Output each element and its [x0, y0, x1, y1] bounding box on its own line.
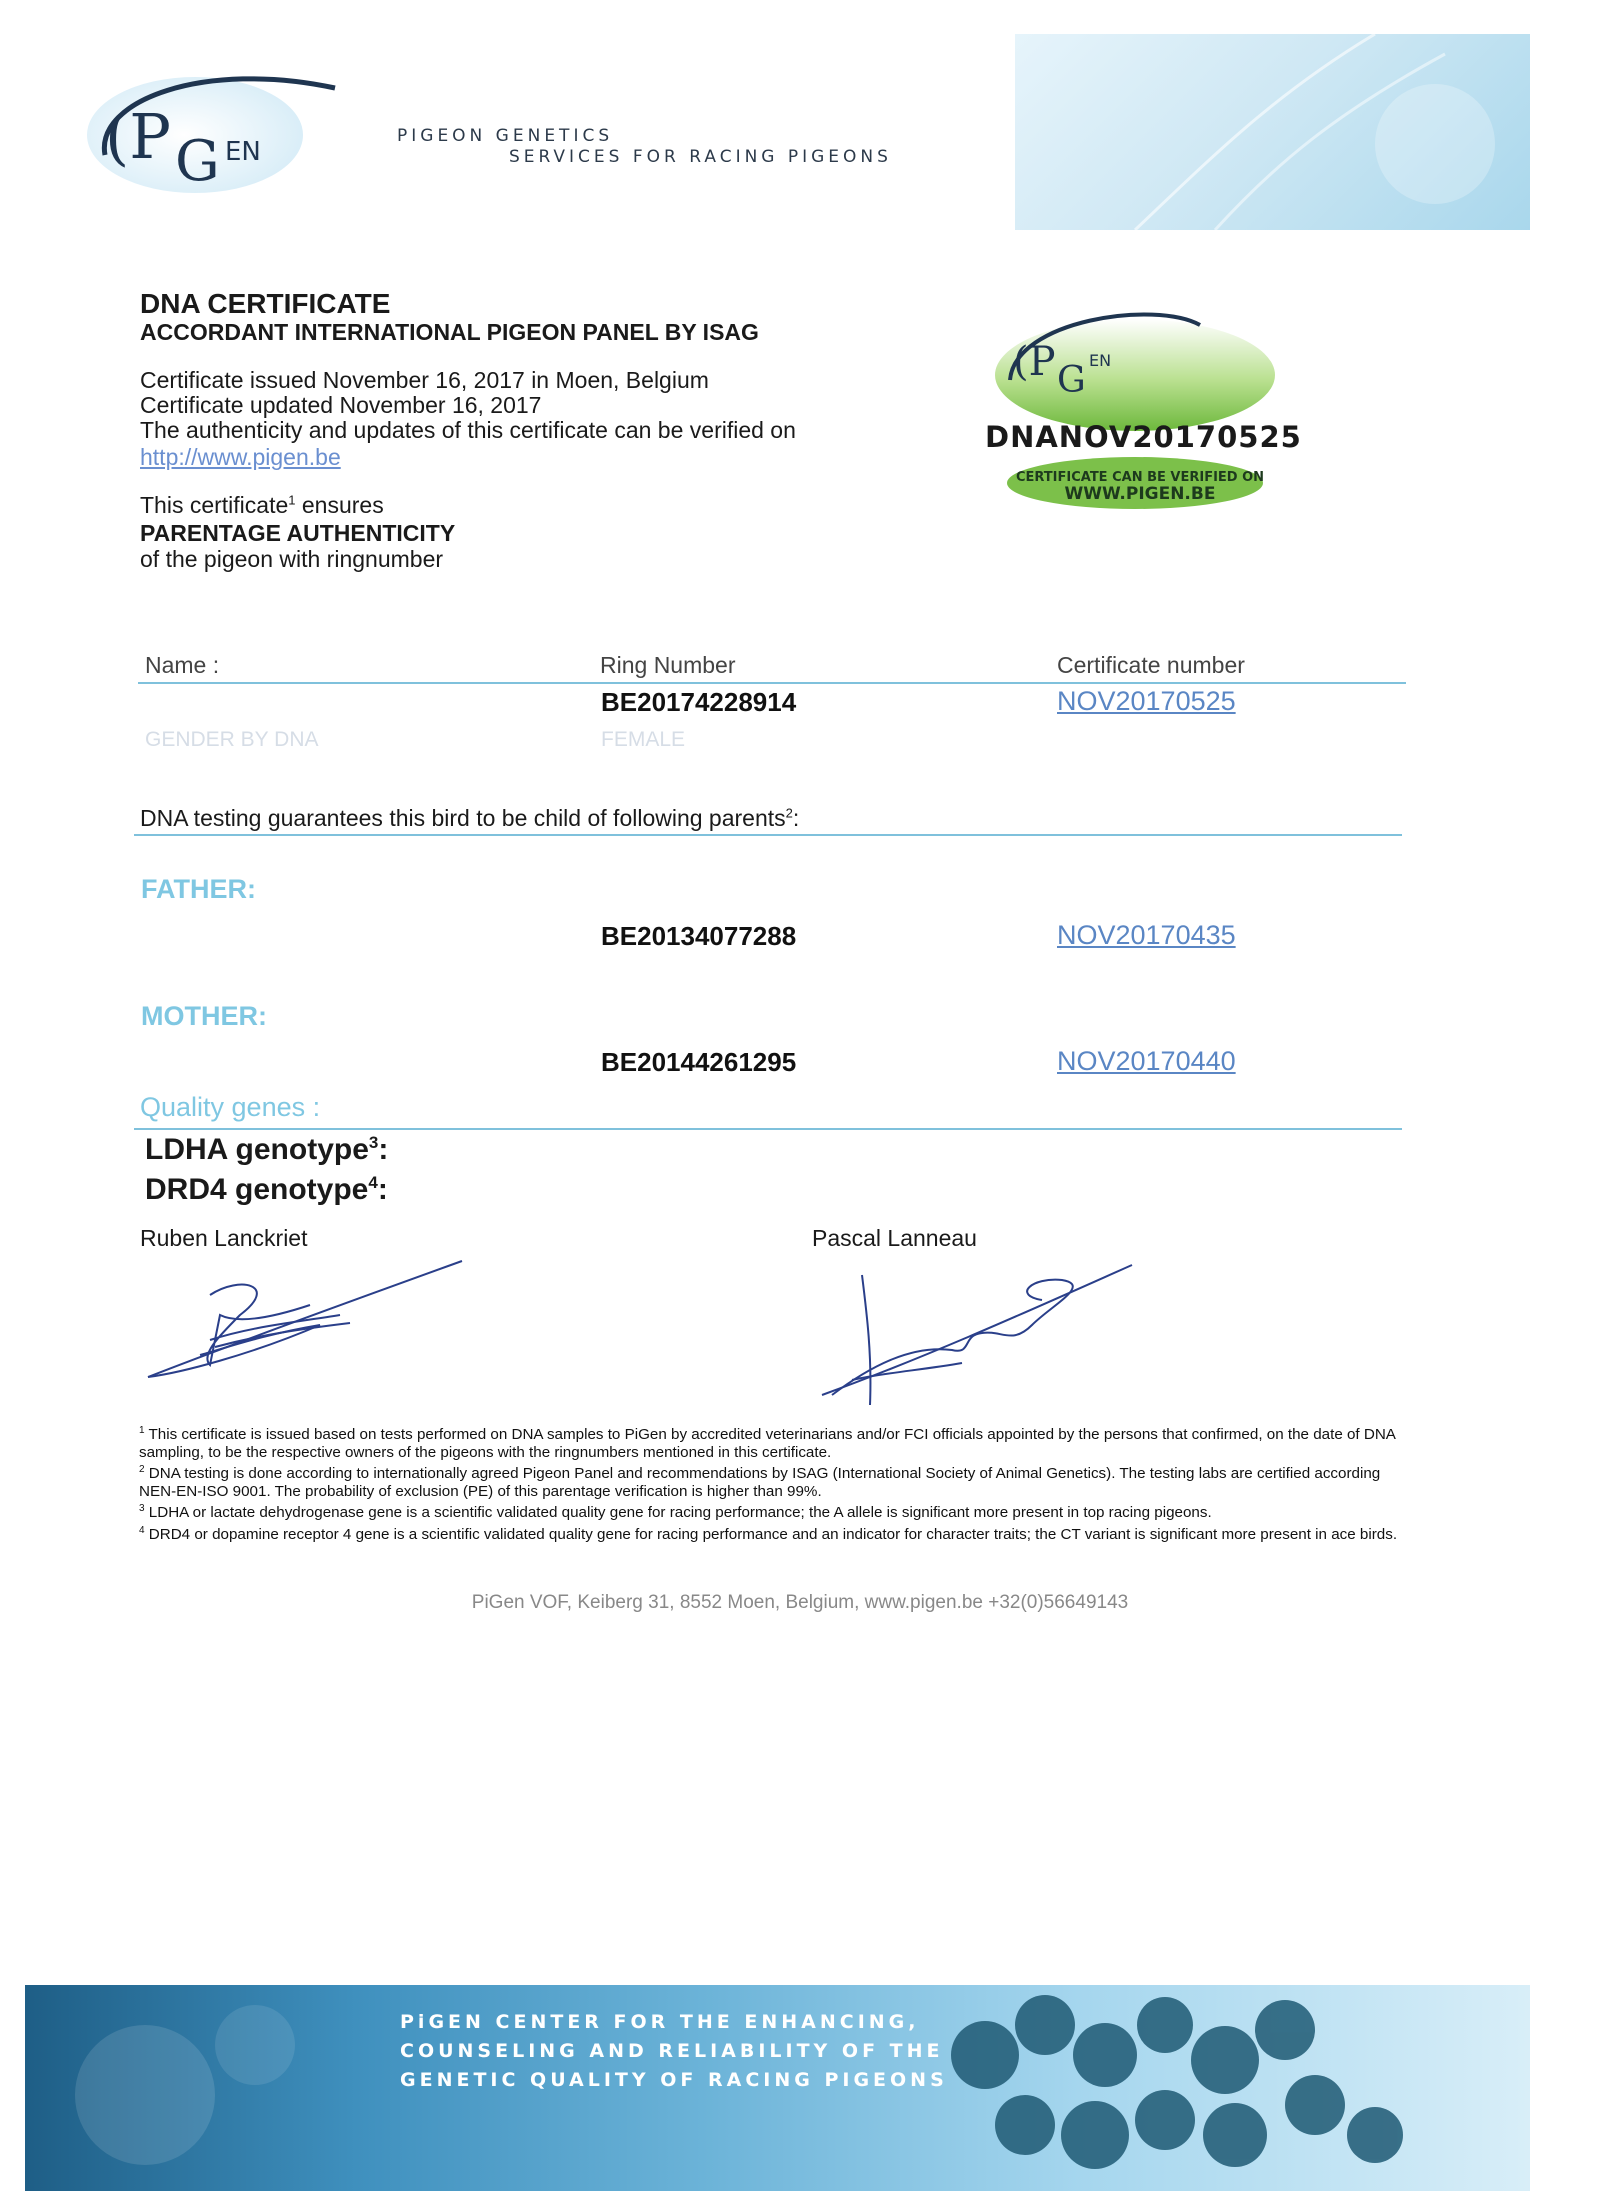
issued-line: Certificate issued November 16, 2017 in Moen, Belgium	[140, 367, 709, 393]
company-address: PiGen VOF, Keiberg 31, 8552 Moen, Belgium, www.pigen.be +32(0)56649143	[471, 1592, 1129, 1613]
signature-left	[140, 1255, 480, 1405]
verify-text: The authenticity and updates of this certificate can be verified on	[140, 417, 796, 443]
mother-label: MOTHER:	[141, 1001, 267, 1031]
footnote	[139, 1522, 1404, 1544]
footnote-text: DNA testing is done according to internationally agreed Pigeon Panel and recommendations by ISAG (International Society of Animal Genetics). The testing labs are certified according NEN-EN-ISO 9001. The probability of exclusion (PE) of this parentage verification is higher than 99%.	[139, 1465, 1381, 1500]
seal-verified-line2: WWW.PIGEN.BE	[1064, 484, 1216, 504]
divider-line	[138, 682, 1406, 684]
seal-certificate-code: DNANOV20170525	[985, 420, 1302, 454]
footnote-text: LDHA or lactate dehydrogenase gene is a scientific validated quality gene for racing performance; the A allele is significant more present in top racing pigeons.	[144, 1504, 1212, 1522]
mother-certificate-number[interactable]: NOV20170440	[1057, 1046, 1236, 1076]
of-pigeon-text: of the pigeon with ringnumber	[140, 546, 444, 572]
divider-line	[134, 834, 1402, 836]
banner-text	[400, 2008, 948, 2095]
gender-value: FEMALE	[601, 728, 686, 751]
document-title: DNA CERTIFICATE	[140, 288, 391, 319]
divider-line	[134, 1128, 1402, 1130]
signature-right	[812, 1255, 1142, 1415]
ring-number: BE20174228914	[601, 687, 797, 717]
tagline-line2: SERVICES FOR RACING PIGEONS	[509, 147, 892, 167]
svg-text:(P: (P	[105, 100, 171, 173]
footnote-marker: 1	[139, 1425, 145, 1436]
father-certificate-number[interactable]: NOV20170435	[1057, 920, 1236, 950]
footnote-ref-3: 3	[368, 1133, 379, 1152]
drd4-label: DRD4 genotype	[145, 1173, 369, 1206]
footnote-text: This certificate is issued based on tests performed on DNA samples to PiGen by accredited veterinarians and/or FCI officials appointed by the persons that confirmed, on the date of DNA sampling, to be the respective owners of the pigeons with the ringnumbers mentioned in this certificate.	[139, 1426, 1396, 1461]
parentage-authenticity: PARENTAGE AUTHENTICITY	[140, 520, 456, 546]
svg-text:G: G	[175, 129, 220, 194]
guarantee-text: DNA testing guarantees this bird to be child of following parents	[140, 805, 786, 831]
footnote-text: DRD4 or dopamine receptor 4 gene is a scientific validated quality gene for racing performance and an indicator for character traits; the CT variant is significant more present in ace birds.	[144, 1525, 1398, 1543]
footnote	[139, 1500, 1404, 1522]
dna-helix-decoration	[1015, 34, 1530, 230]
signer-left-name: Ruben Lanckriet	[140, 1225, 308, 1251]
quality-genes-label: Quality genes :	[140, 1092, 321, 1122]
name-label: Name :	[145, 652, 220, 678]
father-ring-number: BE20134077288	[601, 921, 797, 951]
header-dna-artwork	[1015, 34, 1530, 230]
seal-verified-line1: CERTIFICATE CAN BE VERIFIED ON	[1015, 470, 1265, 485]
updated-line: Certificate updated November 16, 2017	[140, 392, 542, 418]
svg-text:G: G	[1057, 360, 1086, 401]
gender-label: GENDER BY DNA	[145, 728, 319, 751]
svg-text:(P: (P	[1013, 339, 1056, 385]
parents-guarantee: DNA testing guarantees this bird to be child of following parents$^2$:	[140, 805, 800, 831]
footnote	[139, 1422, 1404, 1461]
footnote-ref-2: 2	[785, 805, 793, 821]
verify-link[interactable]: http://www.pigen.be	[140, 444, 341, 470]
drd4-genotype	[145, 1173, 388, 1207]
father-label: FATHER:	[141, 874, 256, 904]
seal-verification-text	[1010, 470, 1270, 502]
ensures-prefix: This certificate	[140, 492, 289, 518]
banner-line3: GENETIC QUALITY OF RACING PIGEONS	[400, 2069, 948, 2091]
footnote-ref-4: 4	[368, 1173, 378, 1192]
document-subtitle: ACCORDANT INTERNATIONAL PIGEON PANEL BY ISAG	[140, 319, 759, 345]
footnotes	[139, 1422, 1404, 1543]
signer-right-name: Pascal Lanneau	[812, 1225, 977, 1251]
ensures-suffix: ensures	[295, 492, 384, 518]
ensures-text	[140, 492, 384, 519]
drd4-colon: :	[377, 1173, 388, 1206]
tagline-line1: PIGEON GENETICS	[397, 126, 614, 146]
footnote	[139, 1461, 1404, 1500]
ldha-colon: :	[378, 1133, 389, 1166]
svg-text:EN: EN	[1089, 351, 1112, 370]
pigen-logo	[85, 60, 355, 200]
ring-number-label: Ring Number	[600, 652, 736, 678]
svg-text:EN: EN	[225, 137, 261, 167]
ldha-genotype	[145, 1133, 388, 1167]
banner-line2: COUNSELING AND RELIABILITY OF THE	[400, 2040, 944, 2062]
certificate-number-label: Certificate number	[1057, 652, 1245, 678]
ldha-label: LDHA genotype	[145, 1133, 369, 1166]
footnote-ref-1: 1	[288, 492, 296, 508]
footnote-marker: 3	[139, 1503, 145, 1515]
certificate-number[interactable]: NOV20170525	[1057, 686, 1236, 716]
footnote-marker: 4	[139, 1524, 145, 1536]
footnote-marker: 2	[139, 1464, 145, 1476]
banner-line1: PiGEN CENTER FOR THE ENHANCING,	[400, 2011, 920, 2033]
tagline	[397, 126, 892, 168]
mother-ring-number: BE20144261295	[601, 1047, 797, 1077]
